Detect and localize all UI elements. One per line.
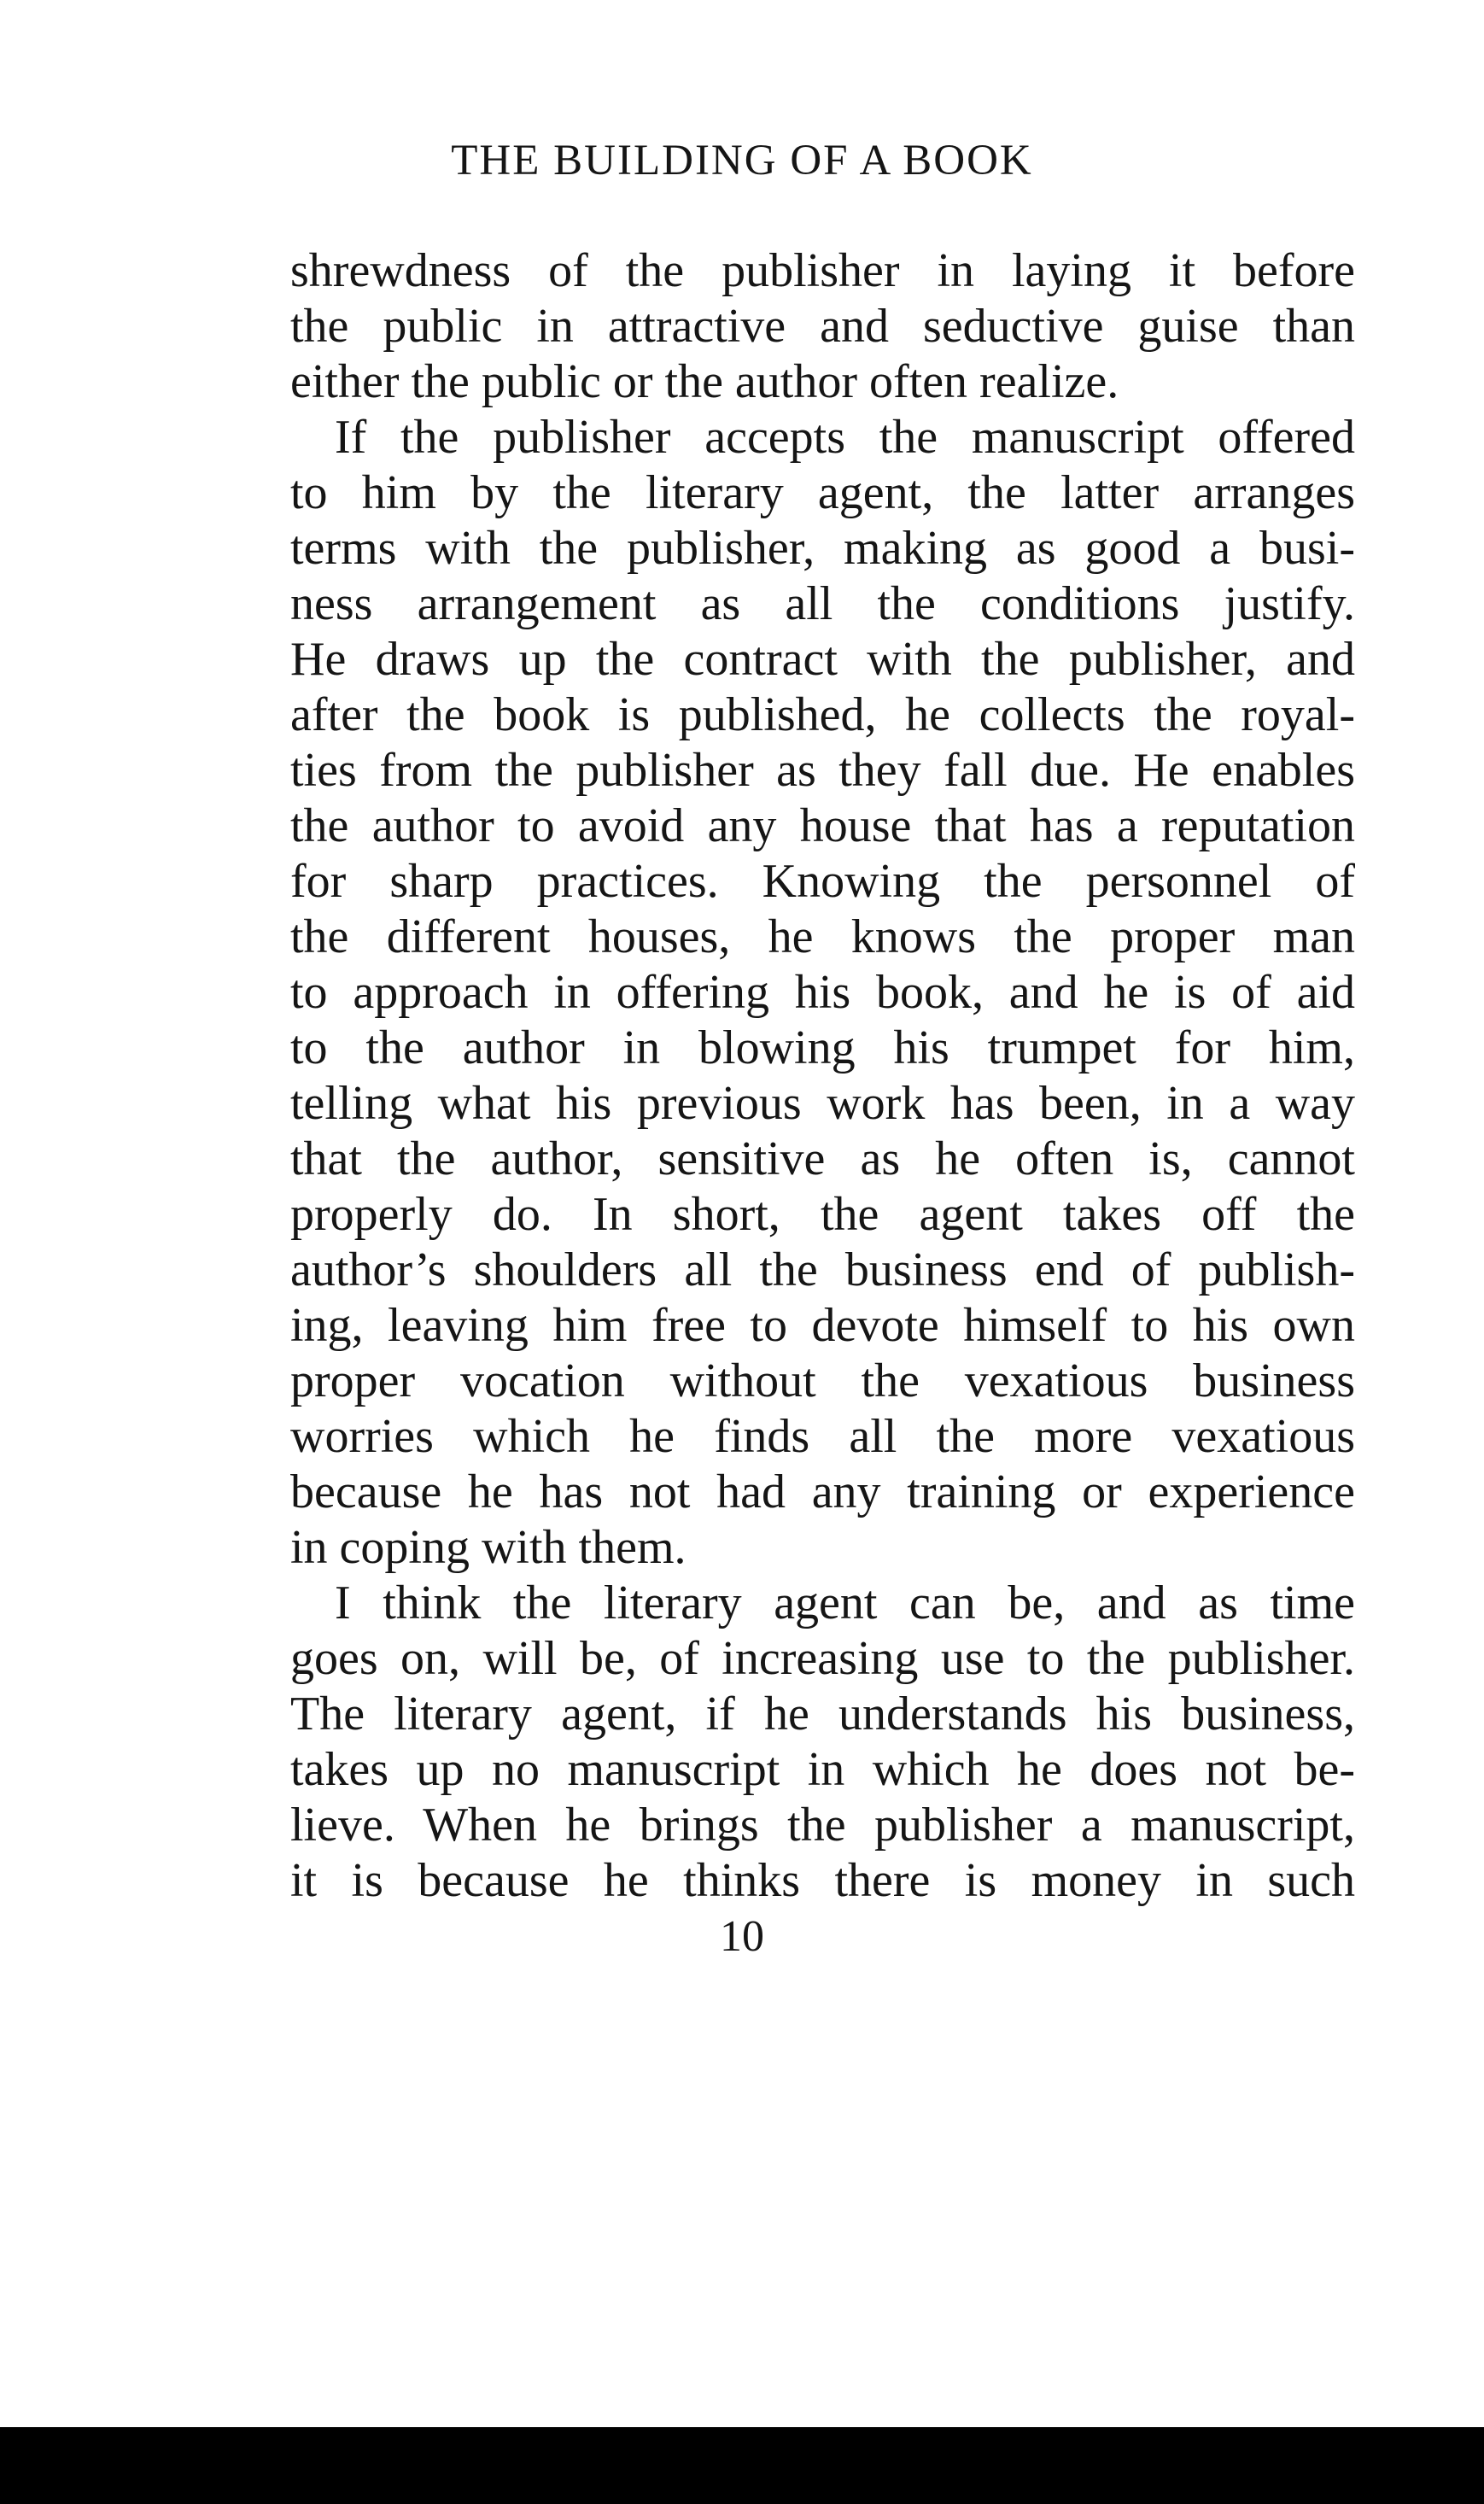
text-line: either the public or the author often realize. — [290, 355, 1119, 408]
text-line: takes up no manuscript in which he does not be- — [290, 1743, 1355, 1796]
text-line: terms with the publisher, making as good a busi- — [290, 522, 1355, 575]
text-line: after the book is published, he collects the royal- — [290, 688, 1355, 741]
text-line: ties from the publisher as they fall due. He enables — [290, 744, 1355, 797]
text-line: shrewdness of the publisher in laying it before — [290, 244, 1355, 297]
text-line: the author to avoid any house that has a reputation — [290, 799, 1355, 852]
text-line: The literary agent, if he understands his business, — [290, 1688, 1355, 1741]
text-line: for sharp practices. Knowing the personnel of — [290, 855, 1355, 908]
text-line: ing, leaving him free to devote himself to his own — [290, 1299, 1355, 1352]
text-line: to him by the literary agent, the latter arranges — [290, 466, 1355, 519]
page-number: 10 — [720, 1912, 764, 1961]
text-line: worries which he finds all the more vexatious — [290, 1410, 1355, 1463]
text-line: properly do. In short, the agent takes off the — [290, 1188, 1355, 1241]
paragraph-first-line: If the publisher accepts the manuscript offered — [335, 411, 1355, 464]
text-line: to approach in offering his book, and he is of aid — [290, 966, 1355, 1019]
text-line: in coping with them. — [290, 1521, 686, 1574]
text-line: author’s shoulders all the business end of publish- — [290, 1243, 1355, 1296]
bottom-scan-border — [0, 2427, 1484, 2504]
text-line: proper vocation without the vexatious business — [290, 1354, 1355, 1407]
text-line: because he has not had any training or experience — [290, 1466, 1355, 1518]
text-line: to the author in blowing his trumpet for him, — [290, 1021, 1355, 1074]
text-line: it is because he thinks there is money in such — [290, 1854, 1355, 1907]
text-line: telling what his previous work has been, in a way — [290, 1077, 1355, 1130]
running-head: THE BUILDING OF A BOOK — [451, 137, 1033, 184]
text-line: He draws up the contract with the publisher, and — [290, 633, 1355, 686]
paragraph-first-line: I think the literary agent can be, and as time — [335, 1577, 1355, 1629]
body-text — [290, 243, 1355, 1909]
text-line: goes on, will be, of increasing use to the publisher. — [290, 1632, 1355, 1685]
text-line: lieve. When he brings the publisher a manuscript, — [290, 1799, 1355, 1852]
text-line: ness arrangement as all the conditions justify. — [290, 577, 1355, 630]
text-line: that the author, sensitive as he often is, cannot — [290, 1132, 1355, 1185]
text-line: the public in attractive and seductive guise than — [290, 300, 1355, 353]
text-line: the different houses, he knows the proper man — [290, 910, 1355, 963]
